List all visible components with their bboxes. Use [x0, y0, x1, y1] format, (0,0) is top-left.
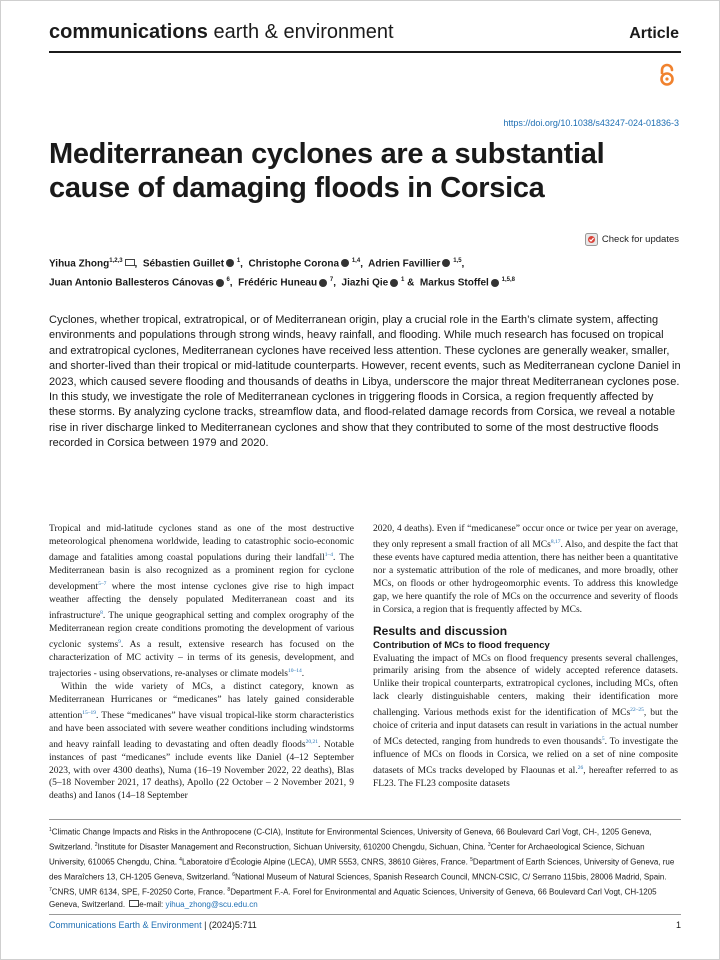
body-text: , hereafter referred to as FL23. The FL23 composite datasets [373, 766, 678, 790]
footer-citation [49, 920, 257, 930]
check-for-updates-button[interactable] [585, 233, 679, 246]
author-affiliation: 7 [329, 277, 334, 284]
orcid-icon[interactable] [390, 279, 398, 287]
affiliation-number: 8 [227, 886, 231, 893]
body-paragraph [49, 523, 354, 681]
body-paragraph [373, 653, 678, 792]
open-access-icon [656, 63, 678, 87]
body-paragraph [373, 523, 678, 617]
footnote-rule [49, 819, 681, 820]
body-text: , but the choice of criteria and input datasets can result in variations in the actual number of MCs detected, ranging from hundreds to even thousands [373, 708, 678, 748]
affiliation-text: Climatic Change Impacts and Risks in the Anthropocene (C-CIA), Institute for Environmental Sciences, University of Geneva, 66 Boulevard Carl Vogt, CH-, 1205 Geneva, Switzerland. [49, 827, 652, 852]
affiliation-text: National Museum of Natural Sciences, Spanish Research Council, MNCN-CSIC, C/ Serrano 115bis, 28006 Madrid, Spain. [234, 872, 667, 882]
body-column-left [49, 523, 354, 803]
orcid-icon[interactable] [319, 279, 327, 287]
corresponding-email-link[interactable]: yihua_zhong@scu.edu.cn [165, 899, 258, 909]
affiliation-number: 2 [94, 841, 98, 848]
author-affiliation: 1,2,3 [109, 258, 123, 264]
email-icon [129, 900, 139, 907]
orcid-icon[interactable] [216, 279, 224, 287]
author-name[interactable]: Juan Antonio Ballesteros Cánovas [49, 277, 214, 289]
body-text: . The Mediterranean basin is also recognized as a prominent region for cyclone development [49, 552, 354, 592]
affiliation-number: 4 [179, 856, 182, 863]
journal-name[interactable] [49, 21, 394, 44]
citation-link[interactable]: 5–7 [98, 580, 107, 587]
affiliation-text: Department F.-A. Forel for Environmental and Aquatic Sciences, University of Geneva, 66 Boulevard Carl Vogt, CH-1205 Geneva, Switzerland. [49, 887, 657, 909]
body-paragraph [49, 681, 354, 803]
page-footer [49, 920, 681, 930]
body-text: Evaluating the impact of MCs on flood frequency presents several challenges, primarily arising from the absence of widely accepted reference datasets. Unlike their tropical counterparts, extratropical cyclones, including MCs, often lack clearly distinguishable centers, making their identification more challenging. Various methods exist for the identification of MCs [373, 653, 678, 719]
affiliation-number: 5 [470, 856, 473, 863]
masthead [49, 21, 679, 51]
abstract: Cyclones, whether tropical, extratropical, or of Mediterranean origin, play a crucial role in the Earth’s climate system, affecting environments and populations through strong winds, heavy rainfall, and flooding. While much research has focused on tropical and extratropical cyclones, Mediterranean cyclones have received less attention. These cyclones are generally weaker, smaller, and shorter-lived than their tropical or mid-latitude counterparts. However, recent events, such as Mediterranean cyclone Daniel in 2023, which caused severe flooding and thousands of deaths in Libya, underscore the major threat Mediterranean cyclones pose. In this study, we investigate the role of Mediterranean cyclones in triggering floods in Corsica, a region frequently affected by these storms. By analyzing cyclone tracks, streamflow data, and flood-related damage records from Corsica, we reveal a notable rise in river discharge linked to Mediterranean cyclones and show that they contributed to some of the most destructive floods recorded in Corsica between 1979 and 2020. [49, 314, 681, 450]
citation-link[interactable]: 9 [118, 638, 121, 645]
affiliation-text: CNRS, UMR 6134, SPE, F-20250 Corte, France. [51, 887, 228, 897]
affiliations-footnote [49, 824, 681, 911]
citation-link[interactable]: 22–25 [630, 707, 644, 714]
article-title: Mediterranean cyclones are a substantial cause of damaging floods in Corsica [49, 138, 605, 204]
body-text: . Notable instances of past “medicanes” include events like Daniel (4–12 September 2023, with over 4300 deaths), Numa (16–19 November 2022, 22 deaths), Blas (5–18 November 2021, 17 deaths), Apollo (22 October – 2 November 2021, 9 deaths) and Ianos (14–18 September [49, 739, 354, 802]
check-updates-icon [585, 233, 598, 246]
citation-link[interactable]: 10–14 [288, 667, 302, 674]
check-updates-label: Check for updates [601, 234, 679, 245]
body-text: Tropical and mid-latitude cyclones stand as one of the most destructive meteorological phenomena worldwide, leading to catastrophic socio-economic damage and fatalities among coastal populations during their landfall [49, 524, 354, 563]
author-name[interactable]: Christophe Corona [248, 258, 340, 270]
citation-link[interactable]: 1–4 [324, 551, 334, 558]
email-icon[interactable] [125, 259, 135, 266]
author-affiliation: 6 [226, 277, 230, 284]
journal-name-bold: communications [49, 21, 208, 43]
body-text: . The unique geographical setting and complex orography of the Mediterranean region create conditions promoting the development of various cyclonic systems [49, 610, 354, 650]
body-column-right [373, 523, 678, 791]
body-text: where the most intense cyclones give rise to high impact weather affecting the densely populated Mediterranean coast and its infrastructure [49, 581, 354, 621]
author-affiliation: 1,5 [453, 258, 462, 264]
affiliation-text: Department of Earth Sciences, University of Geneva, rue des Maraîchers 13, CH-1205 Geneva, Switzerland. [49, 857, 675, 882]
authors-and: & [407, 277, 415, 289]
author-name[interactable]: Sébastien Guillet [142, 258, 225, 270]
author-affiliation: 1 [401, 277, 405, 284]
footer-journal-link[interactable]: Communications Earth & Environment [49, 920, 202, 930]
author-name[interactable]: Adrien Favillier [368, 258, 441, 270]
orcid-icon[interactable] [491, 279, 499, 287]
citation-link[interactable]: 26 [577, 765, 584, 772]
citation-link[interactable]: 15–19 [82, 709, 96, 716]
orcid-icon[interactable] [442, 259, 450, 267]
citation-link[interactable]: 8 [100, 609, 103, 616]
citation-link[interactable]: 5 [601, 736, 605, 743]
section-heading: Results and discussion [373, 623, 508, 638]
author-name[interactable]: Jiazhi Qie [341, 277, 389, 289]
footer-rule [49, 914, 681, 915]
article-type-label: Article [629, 25, 679, 42]
author-affiliation: 1,4 [351, 258, 361, 264]
affiliation-text: Center for Archaeological Science, Sichuan University, 610065 Chengdu, China. [49, 842, 645, 867]
author-affiliation: 1,5,8 [501, 277, 515, 284]
page-number: 1 [675, 920, 681, 930]
journal-name-rest: earth & environment [207, 21, 394, 43]
body-text: Within the wide variety of MCs, a distinct category, known as Mediterranean Hurricanes or “medicanes” has lately gained considerable attention [49, 681, 354, 721]
affiliation-number: 1 [49, 827, 52, 833]
author-name[interactable]: Markus Stoffel [419, 277, 489, 289]
email-label: e-mail: [139, 899, 166, 909]
author-list: Yihua Zhong$^{1,2,3}$ , Sébastien Guillet $^1$, Christophe Corona $^{1,4}$, Adrien Favillier $^{1,5}$, Juan Antonio Ballesteros Cánovas $^6$, Frédéric Huneau $^7$, Jiazhi Qie $^1$ & Markus Stoffel $^{1,5,8}$ [49, 258, 515, 289]
body-text: . [301, 668, 305, 679]
orcid-icon[interactable] [341, 259, 349, 267]
affiliation-text: Laboratoire d’Écologie Alpine (LECA), UMR 5553, CNRS, 38610 Gières, France. [181, 857, 471, 867]
doi-link[interactable]: https://doi.org/10.1038/s43247-024-01836-3 [503, 118, 679, 128]
orcid-icon[interactable] [226, 259, 234, 267]
author-name[interactable]: Yihua Zhong [49, 258, 110, 270]
author-affiliation: 1 [236, 258, 241, 264]
affiliation-text: Institute for Disaster Management and Reconstruction, Sichuan University, 610200 Chengdu, Sichuan, China. [97, 842, 488, 852]
citation-link[interactable]: 20,21 [305, 738, 318, 745]
masthead-rule [49, 51, 681, 53]
body-text: 2020, 4 deaths). Even if “medicanese” occur once or twice per year on average, they only represent a small fraction of all MCs [373, 524, 678, 551]
affiliation-number: 6 [232, 871, 235, 878]
body-text: . To investigate the influence of MCs on floods in Corsica, we relied on a set of nine composite datasets of MCs tracks developed by Flaounas et al. [373, 737, 678, 777]
footer-volume: | (2024)5:711 [201, 920, 257, 930]
subsection-heading: Contribution of MCs to flood frequency [373, 639, 550, 651]
body-text: . As a result, extensive research has focused on the characterization of MC activity – in terms of its genesis, development, and trajectories - using observations, re-analyses or climate models [49, 639, 354, 679]
body-text: . Also, and despite the fact that these events have captured media attention, there has neither been a quantitative nor a systematic attribution of the role of medicanes, and more broadly, other MCs, on floods or other hydrogeomorphic events. To address this knowledge gap, we here quantify the role of MCs on the occurrence and severity of floods in Corsica, a region that is frequently affected by MCs. [373, 540, 678, 615]
body-text: . These “medicanes” have visual tropical-like storm characteristics and have been associated with severe weather conditions including windstorms and heavy rainfall leading to devastating and often deadly floods [49, 710, 354, 750]
author-name[interactable]: Frédéric Huneau [238, 277, 318, 289]
affiliation-number: 3 [487, 841, 491, 848]
citation-link[interactable]: 8,17 [550, 538, 561, 545]
affiliation-number: 7 [49, 886, 52, 893]
